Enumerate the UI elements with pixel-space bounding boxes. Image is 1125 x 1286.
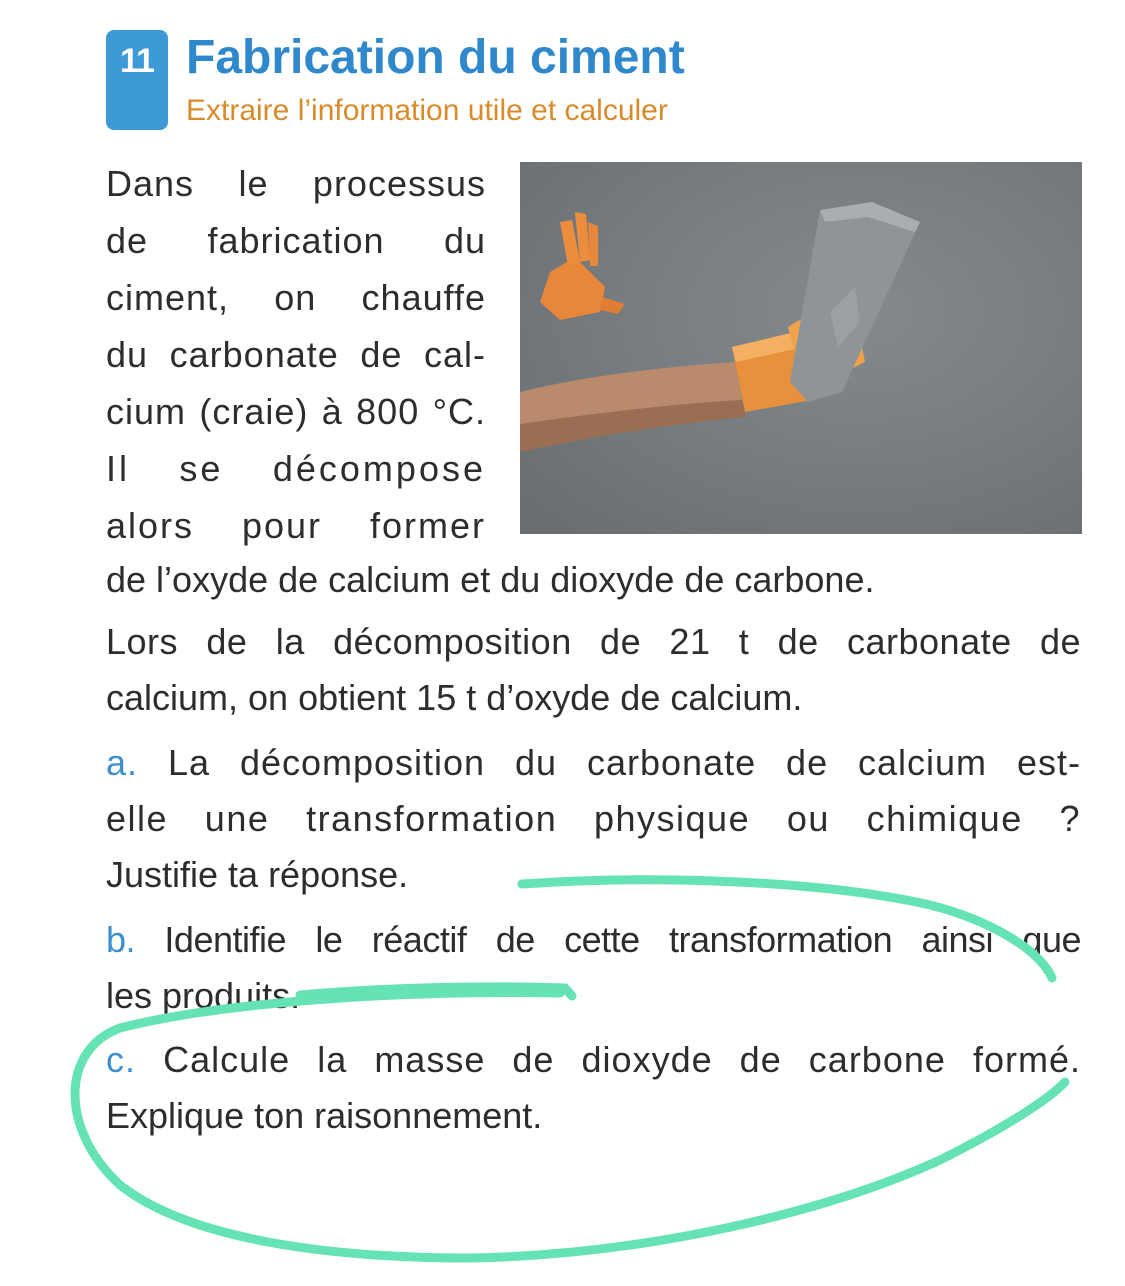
question-a-line: Justifie ta réponse. xyxy=(106,854,409,895)
intro-line: Il se décompose xyxy=(106,448,486,489)
question-a-line: elle une transformation physique ou chimique ? xyxy=(106,798,1081,839)
exercise-title: Fabrication du ciment xyxy=(186,31,685,84)
intro-line: alors pour former xyxy=(106,505,486,546)
question-b-line: Identifie le réactif de cette transformation ainsi que xyxy=(164,919,1081,960)
question-a-letter: a. xyxy=(106,742,139,783)
plastering-illustration xyxy=(520,162,1082,534)
question-c xyxy=(106,1032,1081,1144)
question-b-letter: b. xyxy=(106,919,136,960)
intro-line: de l’oxyde de calcium et du dioxyde de carbone. xyxy=(106,559,875,600)
data-line: Lors de la décomposition de 21 t de carbonate de xyxy=(106,621,1081,662)
exercise-number-badge xyxy=(106,30,168,130)
intro-line: de fabrication du xyxy=(106,220,486,261)
question-b-line: les produits. xyxy=(106,975,301,1016)
intro-line: du carbonate de cal- xyxy=(106,334,486,375)
exercise-subtitle: Extraire l’information utile et calculer xyxy=(186,94,668,127)
question-a xyxy=(106,735,1081,903)
intro-paragraph-end xyxy=(106,552,1081,608)
question-b xyxy=(106,912,1081,1024)
exercise-number: 11 xyxy=(120,42,154,80)
question-c-line: Explique ton raisonnement. xyxy=(106,1095,543,1136)
intro-line: ciment, on chauffe xyxy=(106,277,486,318)
intro-line: Dans le processus xyxy=(106,163,486,204)
data-paragraph xyxy=(106,614,1081,726)
plastering-photo xyxy=(520,162,1082,534)
question-c-letter: c. xyxy=(106,1039,137,1080)
question-a-line: La décomposition du carbonate de calcium est- xyxy=(167,742,1081,783)
data-line: calcium, on obtient 15 t d’oxyde de calcium. xyxy=(106,677,803,718)
intro-line: cium (craie) à 800 °C. xyxy=(106,391,486,432)
question-c-line: Calcule la masse de dioxyde de carbone formé. xyxy=(163,1039,1081,1080)
intro-paragraph xyxy=(106,156,486,555)
